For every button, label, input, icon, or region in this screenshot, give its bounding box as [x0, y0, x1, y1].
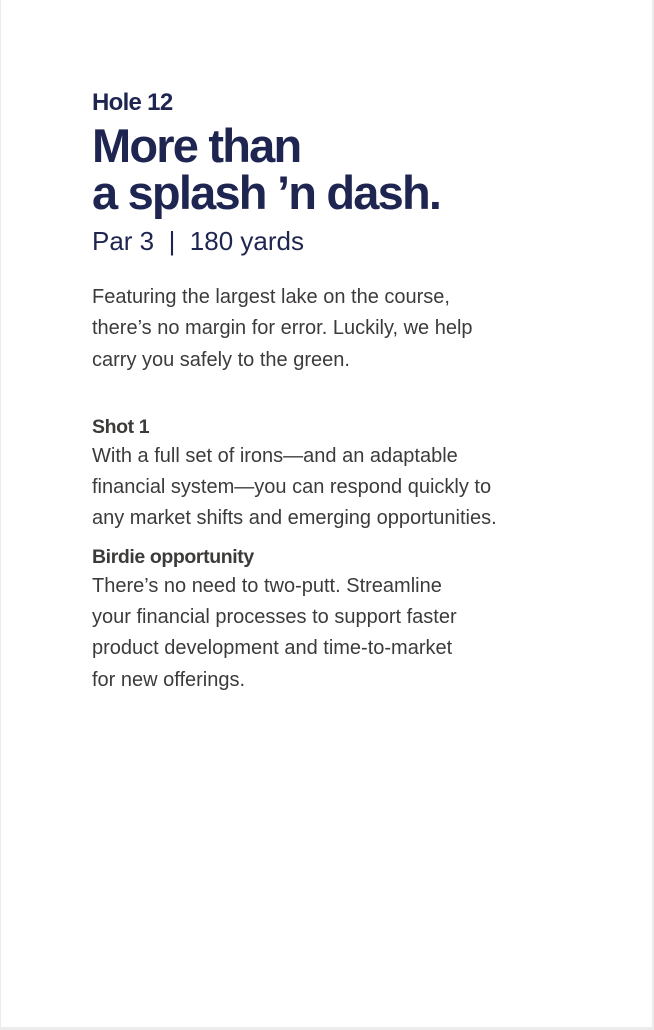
headline-line-1: More than: [92, 119, 301, 172]
headline-line-2: a splash ’n dash.: [92, 166, 441, 219]
hole-headline: [92, 119, 562, 219]
hole-label: Hole 12: [92, 89, 173, 116]
intro-line: carry you safely to the green.: [92, 348, 350, 371]
intro-line: Featuring the largest lake on the course,: [92, 286, 450, 308]
par-yardage: Par 3 | 180 yards: [92, 226, 304, 256]
birdie-line: There’s no need to two-putt. Streamline: [92, 574, 442, 597]
birdie-line: product development and time-to-market: [92, 637, 453, 660]
birdie-line: for new offerings.: [92, 668, 246, 691]
birdie-opportunity-section: [92, 544, 562, 696]
shot-1-line: financial system—you can respond quickly to: [92, 476, 492, 499]
hole-content: [92, 88, 562, 696]
shot-1-title: Shot 1: [92, 415, 150, 438]
shot-1-line: With a full set of irons—and an adaptable: [92, 444, 458, 467]
birdie-opportunity-title: Birdie opportunity: [92, 545, 254, 568]
page-card: [1, 0, 652, 1027]
intro-line: there’s no margin for error. Luckily, we help: [92, 317, 473, 340]
shot-1-section: [92, 414, 562, 535]
shot-1-line: any market shifts and emerging opportunities.: [92, 507, 497, 530]
intro-paragraph: [92, 282, 532, 376]
birdie-line: your financial processes to support faster: [92, 606, 457, 629]
birdie-opportunity-body: [92, 571, 562, 696]
shot-1-body: [92, 441, 562, 535]
